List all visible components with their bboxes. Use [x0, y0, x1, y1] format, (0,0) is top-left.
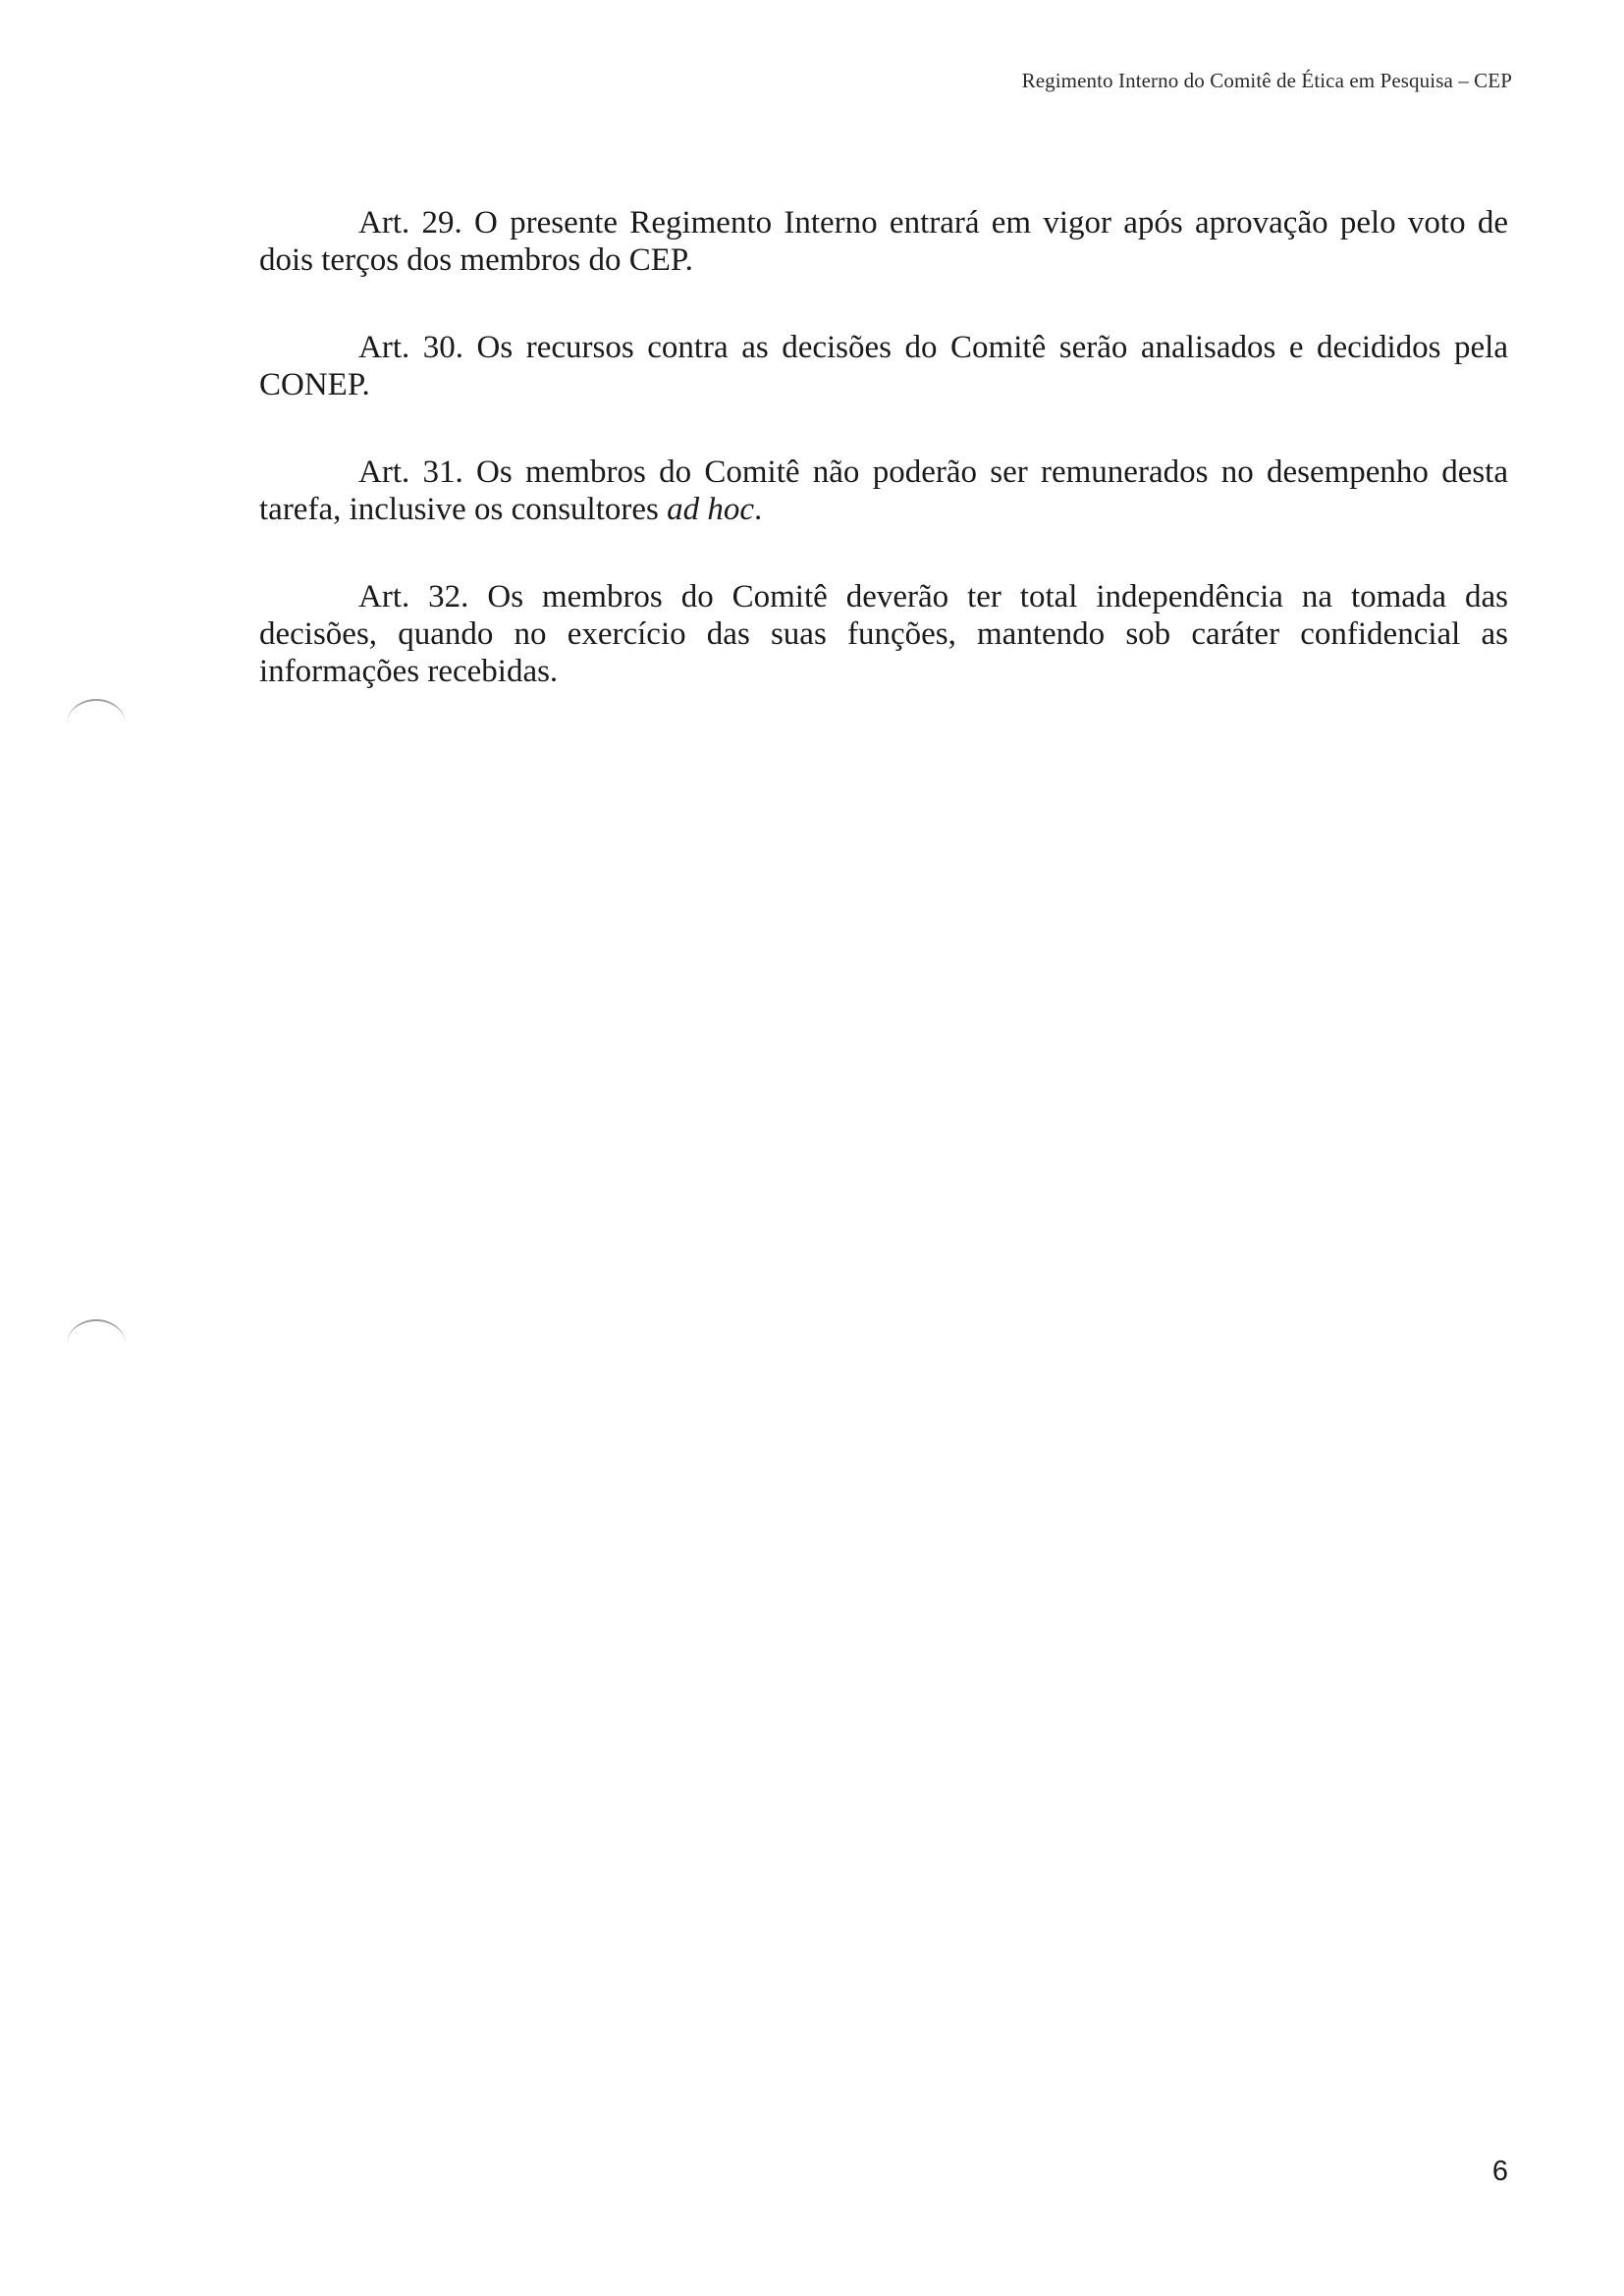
page-number: 6: [1491, 2156, 1508, 2187]
article-29: [259, 204, 1508, 279]
article-31: [259, 454, 1508, 528]
article-30: [259, 329, 1508, 403]
article-32-label: Art. 32.: [358, 579, 469, 614]
article-30-text: Os recursos contra as decisões do Comitê serão analisados e decididos pela CONEP.: [259, 330, 1508, 402]
running-header: Regimento Interno do Comitê de Ética em Pesquisa – CEP: [1021, 69, 1512, 92]
punch-hole-mark-icon: [67, 1319, 126, 1345]
article-31-italic-term: ad hoc: [667, 492, 755, 527]
document-body: [259, 204, 1508, 740]
article-30-label: Art. 30.: [358, 330, 464, 365]
article-31-label: Art. 31.: [358, 454, 463, 490]
article-31-text: Os membros do Comitê não poderão ser remunerados no desempenho desta tarefa, inclusive os consultores: [259, 454, 1509, 527]
article-32: [259, 578, 1508, 690]
article-29-text: O presente Regimento Interno entrará em vigor após aprovação pelo voto de dois terços dos membros do CEP.: [259, 205, 1508, 278]
article-29-label: Art. 29.: [358, 205, 462, 240]
article-32-text: Os membros do Comitê deverão ter total independência na tomada das decisões, quando no exercício das suas funções, mantendo sob caráter confidencial as informações recebidas.: [259, 579, 1508, 689]
article-31-end-punctuation: .: [754, 492, 763, 527]
punch-hole-mark-icon: [67, 699, 126, 724]
